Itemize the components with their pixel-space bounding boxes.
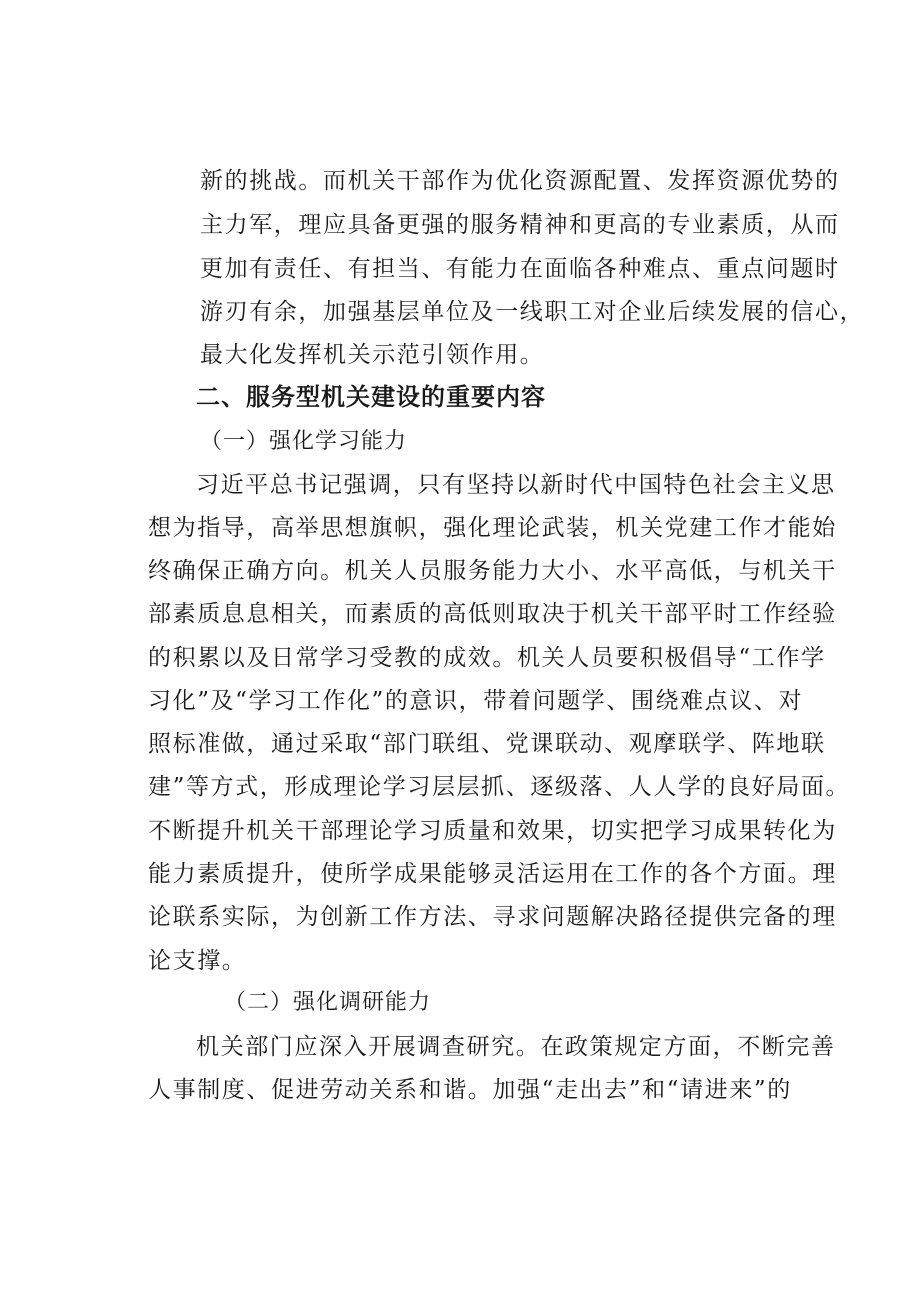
paragraph-line: 新的挑战。而机关干部作为优化资源配置、发挥资源优势的 <box>200 168 840 194</box>
subsection-heading: （一）强化学习能力 <box>200 429 408 454</box>
paragraph-line: 想为指导，高举思想旗帜，强化理论武装，机关党建工作才能始 <box>148 515 837 541</box>
paragraph-line: 更加有责任、有担当、有能力在面临各种难点、重点问题时 <box>200 256 840 282</box>
paragraph-line: 人事制度、促进劳动关系和谐。加强“走出去”和“请进来”的 <box>148 1077 792 1103</box>
paragraph-line: 习近平总书记强调，只有坚持以新时代中国特色社会主义思 <box>196 472 836 498</box>
paragraph-line: 不断提升机关干部理论学习质量和效果，切实把学习成果转化为 <box>148 818 837 844</box>
paragraph-line: 论支撑。 <box>148 948 247 974</box>
paragraph-line: 能力素质提升，使所学成果能够灵活运用在工作的各个方面。理 <box>148 861 837 887</box>
paragraph-line: 部素质息息相关，而素质的高低则取决于机关干部平时工作经验 <box>148 601 837 627</box>
paragraph-line: 论联系实际，为创新工作方法、寻求问题解决路径提供完备的理 <box>148 904 837 930</box>
paragraph-line: 游刃有余，加强基层单位及一线职工对企业后续发展的信心， <box>200 299 865 325</box>
paragraph-line: 最大化发挥机关示范引领作用。 <box>200 342 545 368</box>
paragraph-line: 主力军，理应具备更强的服务精神和更高的专业素质，从而 <box>200 212 840 238</box>
paragraph-line: 习化”及“学习工作化”的意识，带着问题学、围绕难点议、对 <box>148 688 804 714</box>
paragraph-line: 照标准做，通过采取“部门联组、党课联动、观摩联学、阵地联 <box>148 731 826 757</box>
paragraph-line: 机关部门应深入开展调查研究。在政策规定方面，不断完善 <box>196 1034 836 1060</box>
subsection-heading: （二）强化调研能力 <box>224 990 432 1015</box>
paragraph-line: 建”等方式，形成理论学习层层抓、逐级落、人人学的良好局面。 <box>148 774 851 800</box>
section-heading: 二、服务型机关建设的重要内容 <box>196 383 546 411</box>
paragraph-line: 终确保正确方向。机关人员服务能力大小、水平高低，与机关干 <box>148 558 837 584</box>
paragraph-line: 的积累以及日常学习受教的成效。机关人员要积极倡导“工作学 <box>148 645 826 671</box>
